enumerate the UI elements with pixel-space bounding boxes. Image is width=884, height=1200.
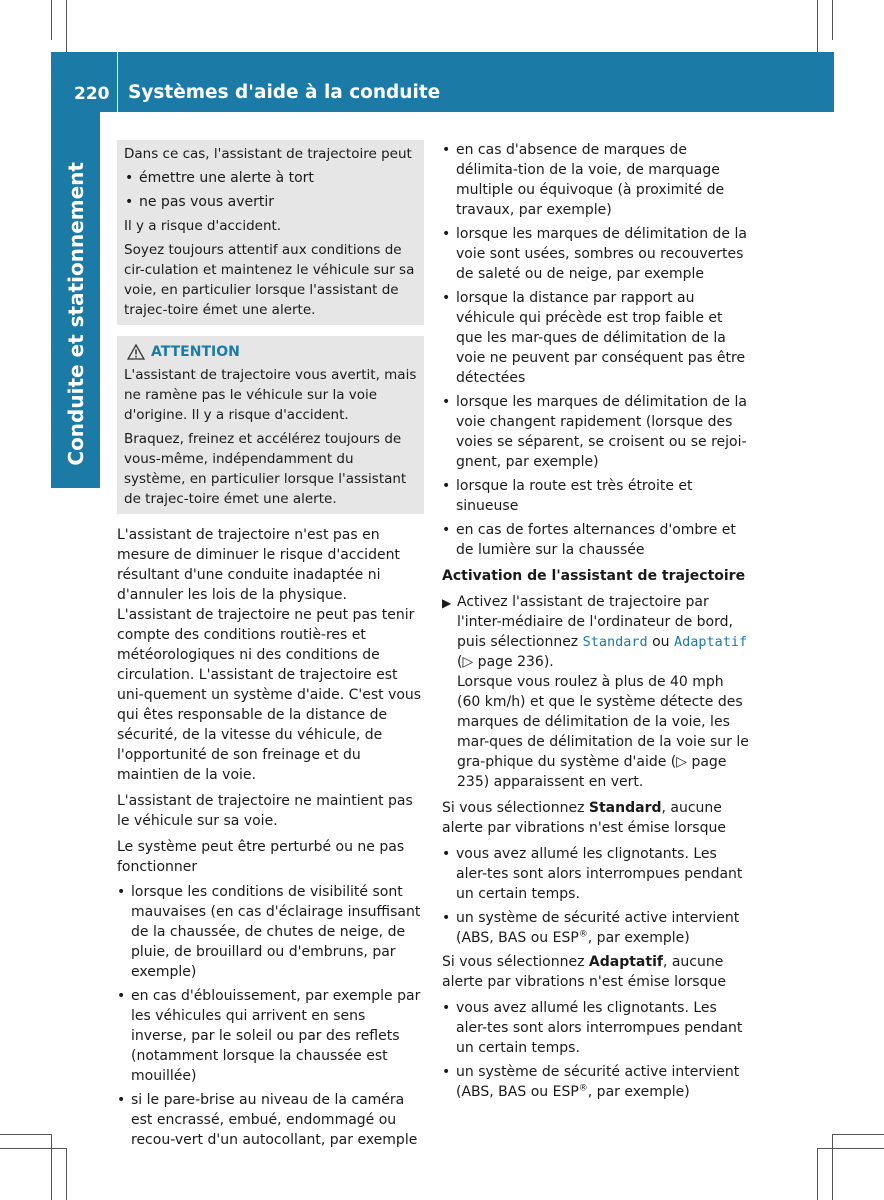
action-arrow-icon: ▶	[442, 596, 452, 610]
crop-mark	[832, 1134, 884, 1135]
crop-mark	[817, 1148, 818, 1200]
list-item: • lorsque les marques de délimitation de la voie changent rapidement (lorsque des voies se séparent, se croisent ou se rejoi-gnent, par exemple)	[442, 394, 747, 470]
page-title: Systèmes d'aide à la conduite	[128, 82, 441, 103]
header-divider	[117, 52, 118, 112]
list-item: • en cas d'éblouissement, par exemple par les véhicules qui arrivent en sens inverse, par le soleil ou par des reflets (notamment lorsque la chaussée est mouillée)	[117, 988, 421, 1084]
list-item: • lorsque la distance par rapport au véhicule qui précède est trop faible et que les mar-ques de délimitation de la voie ne peuvent par conséquent pas être détectées	[442, 290, 746, 386]
crop-mark	[0, 1148, 66, 1149]
list-item: • lorsque les marques de délimitation de la voie sont usées, sombres ou recouvertes de saleté ou de neige, par exemple	[442, 226, 747, 282]
list-item: • en cas d'absence de marques de délimita-tion de la voie, de marquage multiple ou équivoque (à proximité de travaux, par exemple)	[442, 142, 725, 218]
warning-title: ATTENTION	[124, 342, 418, 362]
section-heading: Activation de l'assistant de trajectoire	[442, 568, 746, 584]
action-text: Activez l'assistant de trajectoire par l'inter-médiaire de l'ordinateur de bord, puis sélectionnez	[457, 594, 733, 650]
crop-mark	[51, 1134, 52, 1200]
note-advice: Soyez toujours attentif aux conditions de cir-culation et maintenez le véhicule sur sa voie, en particulier lorsque l'assistant de trajec-toire émet une alerte.	[124, 242, 415, 318]
crop-mark	[0, 1134, 51, 1135]
crop-mark	[817, 0, 818, 52]
action-result: Lorsque vous roulez à plus de 40 mph (60 km/h) et que le système détecte des marques de délimitation de la voie, les mar-ques de délimitation de la voie sur le gra-phique du système d'aide (▷ page 235) apparaissent en vert.	[457, 674, 749, 790]
menu-option-standard: Standard	[582, 634, 648, 650]
menu-option-adaptatif: Adaptatif	[673, 634, 748, 650]
list-item: • lorsque la route est très étroite et sinueuse	[442, 478, 693, 514]
note-risk: Il y a risque d'accident.	[124, 218, 282, 234]
crop-mark	[817, 1148, 884, 1149]
side-tab-label: Conduite et stationnement	[64, 162, 88, 466]
crop-mark	[832, 0, 833, 40]
paragraph: L'assistant de trajectoire n'est pas en mesure de diminuer le risque d'accident résultant d'une conduite inadaptée ni d'annuler les lois de la physique. L'assistant de trajectoire ne peut pas tenir compte des conditions routiè-res et météorologiques ni des conditions de circulation. L'assistant de trajectoire est uni-quement un système d'aide. C'est vous qui êtes responsable de la distance de sécurité, de la vitesse du véhicule, de l'opportunité de son freinage et du maintien de la voie.	[117, 527, 422, 783]
crop-mark	[66, 0, 67, 52]
paragraph: L'assistant de trajectoire ne maintient pas le véhicule sur sa voie.	[117, 793, 413, 829]
warning-triangle-icon	[127, 344, 145, 360]
page-reference: (▷ page 236).	[457, 654, 554, 670]
list-item: • émettre une alerte à tort	[125, 170, 314, 186]
warning-text: Braquez, freinez et accélérez toujours de vous-même, indépendamment du système, en particulier lorsque l'assistant de trajec-toire émet une alerte.	[124, 431, 407, 507]
page-number: 220	[74, 84, 110, 104]
paragraph: Si vous sélectionnez Standard, aucune alerte par vibrations n'est émise lorsque	[442, 800, 726, 836]
warning-box	[117, 336, 424, 514]
action-step	[442, 592, 749, 792]
right-column	[442, 140, 749, 1106]
warning-text: L'assistant de trajectoire vous avertit, mais ne ramène pas le véhicule sur la voie d'origine. Il y a risque d'accident.	[124, 367, 417, 423]
list-item: • un système de sécurité active intervient (ABS, BAS ou ESP®, par exemple)	[442, 910, 740, 946]
list-item: • vous avez allumé les clignotants. Les aler-tes sont alors interrompues pendant un certain temps.	[442, 1000, 743, 1056]
crop-mark	[51, 0, 52, 40]
list-item: • un système de sécurité active intervient (ABS, BAS ou ESP®, par exemple)	[442, 1064, 740, 1100]
list-item: • lorsque les conditions de visibilité sont mauvaises (en cas d'éclairage insuffisant de la chaussée, de chutes de neige, de pluie, de brouillard ou d'embruns, par exemple)	[117, 884, 421, 980]
list-item: • en cas de fortes alternances d'ombre et de lumière sur la chaussée	[442, 522, 736, 558]
list-item: • ne pas vous avertir	[125, 194, 274, 210]
note-box	[117, 140, 424, 325]
action-text: ou	[647, 634, 674, 650]
crop-mark	[832, 1134, 833, 1200]
list-item: • si le pare-brise au niveau de la caméra est encrassé, embué, endommagé ou recou-vert d'un autocollant, par exemple	[117, 1092, 418, 1148]
note-intro: Dans ce cas, l'assistant de trajectoire peut	[124, 146, 412, 162]
crop-mark	[66, 1148, 67, 1200]
left-column	[117, 140, 424, 1154]
paragraph: Le système peut être perturbé ou ne pas fonctionner	[117, 839, 405, 875]
list-item: • vous avez allumé les clignotants. Les aler-tes sont alors interrompues pendant un certain temps.	[442, 846, 743, 902]
paragraph: Si vous sélectionnez Adaptatif, aucune alerte par vibrations n'est émise lorsque	[442, 954, 726, 990]
